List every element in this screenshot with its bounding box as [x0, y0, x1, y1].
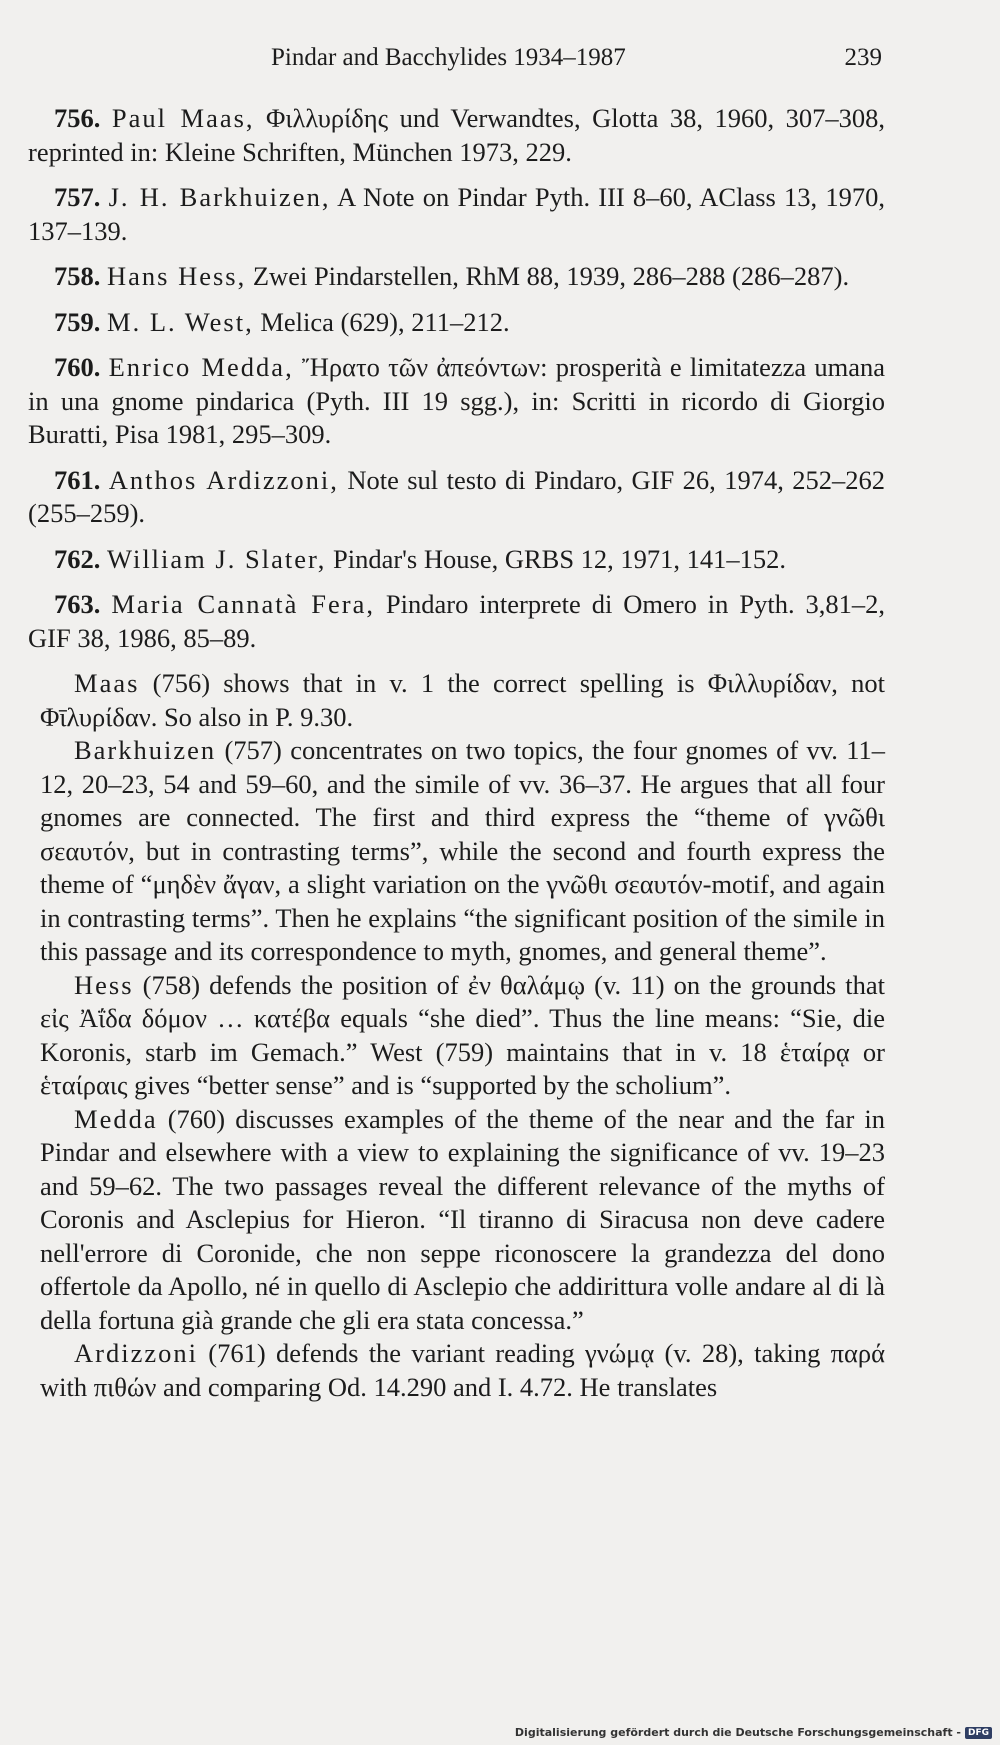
bibliography-entry: 758. Hans Hess, Zwei Pindarstellen, RhM 88, 1939, 286–288 (286–287). [54, 261, 850, 291]
bibliography-entry: 756. Paul Maas, Φιλλυρίδης und Verwandtes, Glotta 38, 1960, 307–308, reprinted in: Kleine Schriften, München 1973, 229. [28, 103, 886, 167]
digitization-footer [515, 1726, 992, 1739]
body-text [28, 102, 885, 1404]
paragraph: Barkhuizen (757) concentrates on two topics, the four gnomes of vv. 11–12, 20–23, 54 and 59–60, and the simile of vv. 36–37. He argues that all four gnomes are connected. The first and third express the “theme of γνῶθι σεαυτόν, but in contrasting terms”, while the second and fourth express the theme of “μηδὲν ἄγαν, a slight variation on the γνῶθι σεαυτόν-motif, and again in contrasting terms”. Then he explains “the significant position of the simile in this passage and its correspondence to myth, gnomes, and general theme”. [40, 735, 885, 966]
paragraph: Ardizzoni (761) defends the variant reading γνώμᾳ (v. 28), taking παρά with πιθών and comparing Od. 14.290 and I. 4.72. He translates [40, 1338, 885, 1402]
paragraph: Maas (756) shows that in v. 1 the correct spelling is Φιλλυρίδαν, not Φῑλυρίδαν. So also in P. 9.30. [40, 668, 885, 732]
bibliography-entry: 757. J. H. Barkhuizen, A Note on Pindar Pyth. III 8–60, AClass 13, 1970, 137–139. [28, 182, 885, 246]
paragraph: Hess (758) defends the position of ἐν θαλάμῳ (v. 11) on the grounds that εἰς Ἀΐδα δόμον … κατέβα equals “she died”. Thus the line means: “Sie, die Koronis, starb im Gemach.” West (759) maintains that in v. 18 ἑταίρᾳ or ἑταίραις gives “better sense” and is “supported by the scholium”. [40, 969, 885, 1100]
dfg-logo-icon: DFG [965, 1727, 992, 1739]
running-head-title: Pindar and Bacchylides 1934–1987 [271, 44, 626, 71]
bibliography-entry: 763. Maria Cannatà Fera, Pindaro interprete di Omero in Pyth. 3,81–2, GIF 38, 1986, 85–89. [28, 589, 886, 653]
paragraph: Medda (760) discusses examples of the theme of the near and the far in Pindar and elsewhere with a view to explaining the significance of vv. 19–23 and 59–62. The two passages reveal the different relevance of the myths of Coronis and Asclepius for Hieron. “Il tiranno di Siracusa non deve cadere nell'errore di Coronide, che non seppe riconoscere la grandezza del dono offertole da Apollo, né in quello di Asclepio che addirittura volle andare al di là della fortuna già grande che gli era stata concessa.” [40, 1103, 885, 1335]
bibliography-entry: 762. William J. Slater, Pindar's House, GRBS 12, 1971, 141–152. [54, 543, 787, 574]
bibliography-entry: 759. M. L. West, Melica (629), 211–212. [54, 306, 510, 337]
footer-text: Digitalisierung gefördert durch die Deutsche Forschungsgemeinschaft - [514, 1726, 961, 1739]
bibliography-entry: 761. Anthos Ardizzoni, Note sul testo di Pindaro, GIF 26, 1974, 252–262 (255–259). [28, 464, 886, 528]
bibliography-list [28, 102, 885, 655]
page-number: 239 [844, 44, 882, 71]
discussion [28, 667, 885, 1404]
bibliography-entry: 760. Enrico Medda, Ἤρατο τῶν ἀπεόντων: prosperità e limitatezza umana in una gnome pindarica (Pyth. III 19 sgg.), in: Scritti in ricordo di Giorgio Buratti, Pisa 1981, 295–309. [28, 352, 885, 449]
